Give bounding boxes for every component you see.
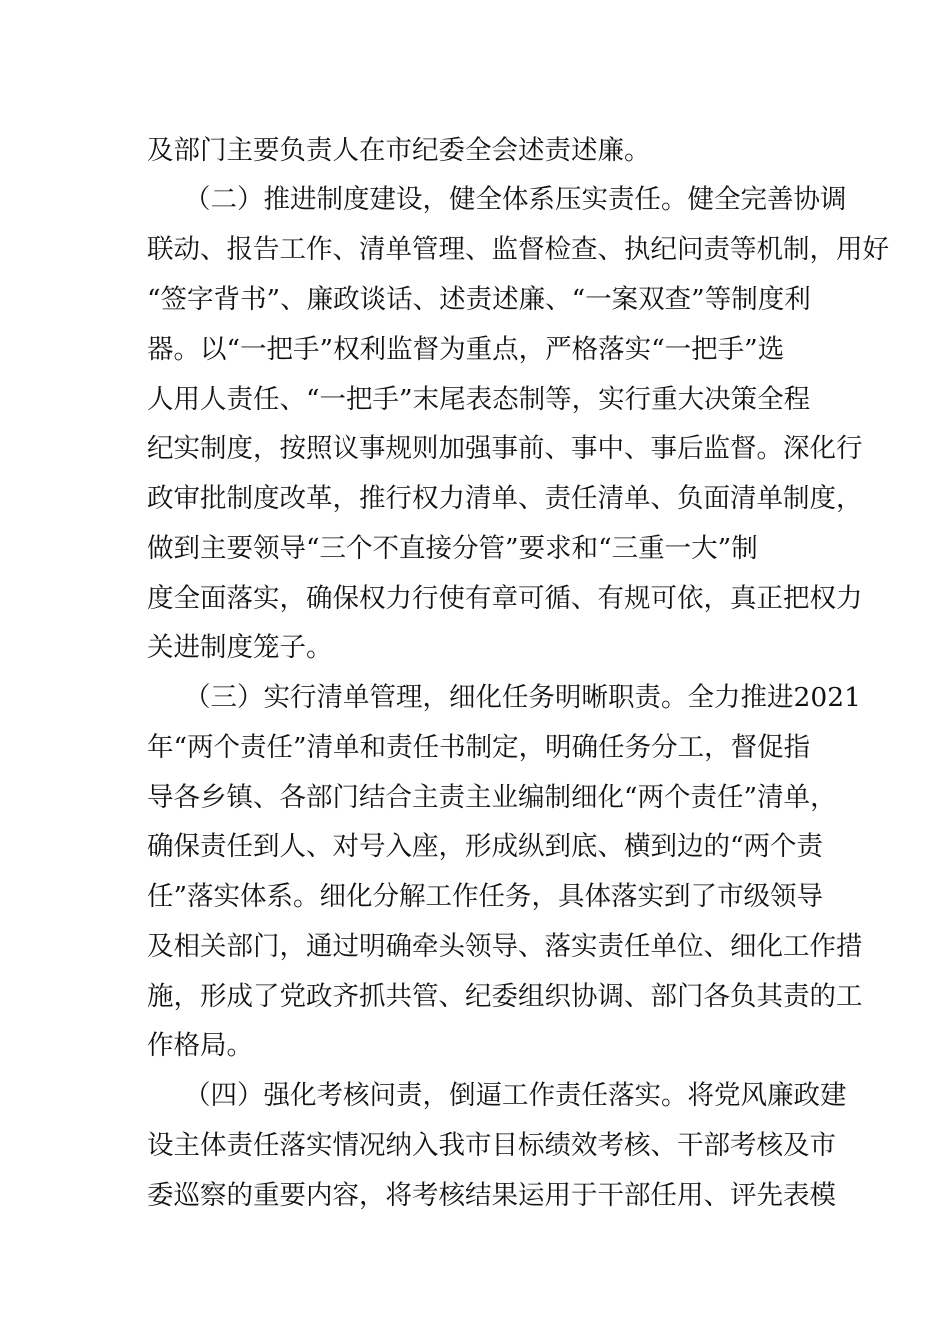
- text-line: 做到主要领导“三个不直接分管”要求和“三重一大”制: [147, 533, 758, 564]
- text-line: 作格局。: [147, 1030, 253, 1061]
- text-line: 确保责任到人、对号入座，形成纵到底、横到边的“两个责: [147, 831, 824, 862]
- text-line: 施，形成了党政齐抓共管、纪委组织协调、部门各负其责的工: [147, 981, 863, 1012]
- text-line: 器。以“一把手”权利监督为重点，严格落实“一把手”选: [147, 334, 785, 365]
- text-line: 人用人责任、“一把手”末尾表态制等，实行重大决策全程: [147, 384, 811, 415]
- text-line: 年“两个责任”清单和责任书制定，明确任务分工，督促指: [147, 732, 811, 763]
- text-line: 委巡察的重要内容，将考核结果运用于干部任用、评先表模: [147, 1180, 836, 1211]
- text-line: 及相关部门，通过明确牵头领导、落实责任单位、细化工作措: [147, 931, 863, 962]
- section-heading-4: （四）强化考核问责，倒逼工作责任落实。将党风廉政建: [184, 1080, 847, 1111]
- text-line: 关进制度笼子。: [147, 632, 333, 663]
- text-line: 导各乡镇、各部门结合主责主业编制细化“两个责任”清单，: [147, 782, 837, 813]
- text-line: 政审批制度改革，推行权力清单、责任清单、负面清单制度，: [147, 483, 863, 514]
- text-line: 设主体责任落实情况纳入我市目标绩效考核、干部考核及市: [147, 1130, 836, 1161]
- text-line: 纪实制度，按照议事规则加强事前、事中、事后监督。深化行: [147, 433, 863, 464]
- text-line: 度全面落实，确保权力行使有章可循、有规可依，真正把权力: [147, 583, 863, 614]
- section-heading-3: （三）实行清单管理，细化任务明晰职责。全力推进2021: [184, 682, 861, 713]
- text-line: “签字背书”、廉政谈话、述责述廉、“一案双查”等制度利: [147, 284, 811, 315]
- text-line: 任”落实体系。细化分解工作任务，具体落实到了市级领导: [147, 881, 824, 912]
- section-heading-2: （二）推进制度建设，健全体系压实责任。健全完善协调: [184, 184, 847, 215]
- text-line: 联动、报告工作、清单管理、监督检查、执纪问责等机制，用好: [147, 234, 889, 265]
- text-line: 及部门主要负责人在市纪委全会述责述廉。: [147, 135, 651, 166]
